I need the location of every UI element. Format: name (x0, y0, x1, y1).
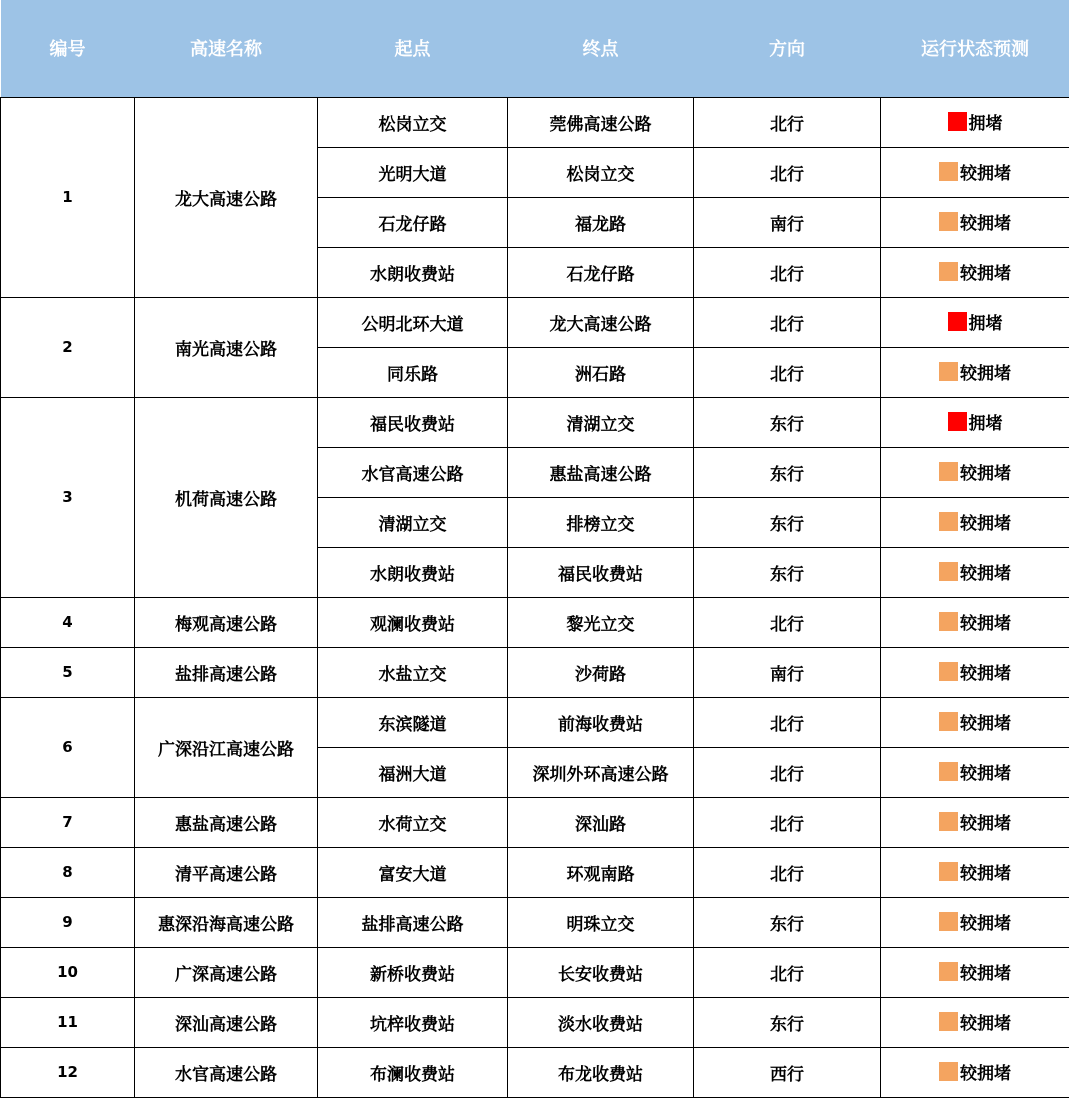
status-square-icon (939, 462, 958, 481)
status-square-icon (939, 612, 958, 631)
row-id: 10 (1, 947, 135, 997)
end-point: 排榜立交 (508, 497, 694, 547)
status-text: 较拥堵 (960, 713, 1011, 734)
status-cell (881, 597, 1069, 647)
row-id: 8 (1, 847, 135, 897)
status-cell (881, 347, 1069, 397)
row-id: 9 (1, 897, 135, 947)
header-highway-name: 高速名称 (135, 0, 318, 97)
status-indicator (939, 709, 1011, 734)
status-square-icon (939, 512, 958, 531)
end-point: 布龙收费站 (508, 1047, 694, 1097)
end-point: 龙大高速公路 (508, 297, 694, 347)
direction: 东行 (694, 397, 881, 447)
status-text: 较拥堵 (960, 613, 1011, 634)
status-indicator (939, 759, 1011, 784)
status-text: 拥堵 (968, 113, 1003, 134)
table-row (1, 947, 1069, 997)
status-text: 较拥堵 (960, 513, 1011, 534)
status-indicator (939, 159, 1011, 184)
status-text: 较拥堵 (960, 913, 1011, 934)
status-square-icon (939, 212, 958, 231)
start-point: 东滨隧道 (318, 697, 508, 747)
row-id: 6 (1, 697, 135, 797)
end-point: 环观南路 (508, 847, 694, 897)
status-square-icon (939, 862, 958, 881)
status-indicator (939, 1009, 1011, 1034)
status-text: 较拥堵 (960, 363, 1011, 384)
header-id: 编号 (1, 0, 135, 97)
status-indicator (948, 409, 1003, 434)
status-cell (881, 697, 1069, 747)
direction: 东行 (694, 547, 881, 597)
start-point: 观澜收费站 (318, 597, 508, 647)
status-text: 较拥堵 (960, 163, 1011, 184)
table-row (1, 897, 1069, 947)
status-cell (881, 797, 1069, 847)
status-cell (881, 97, 1069, 147)
highway-name: 龙大高速公路 (135, 97, 318, 297)
status-cell (881, 647, 1069, 697)
status-indicator (939, 809, 1011, 834)
table-row (1, 797, 1069, 847)
status-indicator (948, 309, 1003, 334)
status-cell (881, 947, 1069, 997)
row-id: 1 (1, 97, 135, 297)
status-text: 较拥堵 (960, 663, 1011, 684)
highway-name: 梅观高速公路 (135, 597, 318, 647)
status-square-icon (939, 1012, 958, 1031)
start-point: 坑梓收费站 (318, 997, 508, 1047)
start-point: 布澜收费站 (318, 1047, 508, 1097)
table-row (1, 97, 1069, 147)
status-cell (881, 297, 1069, 347)
status-indicator (939, 609, 1011, 634)
status-indicator (939, 359, 1011, 384)
end-point: 黎光立交 (508, 597, 694, 647)
status-cell (881, 447, 1069, 497)
end-point: 石龙仔路 (508, 247, 694, 297)
table-row (1, 1047, 1069, 1097)
header-row (1, 0, 1069, 97)
direction: 南行 (694, 647, 881, 697)
status-square-icon (948, 412, 967, 431)
status-square-icon (939, 762, 958, 781)
highway-name: 清平高速公路 (135, 847, 318, 897)
status-square-icon (939, 662, 958, 681)
status-indicator (939, 259, 1011, 284)
direction: 北行 (694, 947, 881, 997)
header-direction: 方向 (694, 0, 881, 97)
start-point: 水朗收费站 (318, 547, 508, 597)
start-point: 盐排高速公路 (318, 897, 508, 947)
table-row (1, 297, 1069, 347)
header-status-forecast: 运行状态预测 (881, 0, 1069, 97)
status-text: 较拥堵 (960, 263, 1011, 284)
status-indicator (939, 909, 1011, 934)
table-row (1, 597, 1069, 647)
start-point: 公明北环大道 (318, 297, 508, 347)
end-point: 沙荷路 (508, 647, 694, 697)
end-point: 明珠立交 (508, 897, 694, 947)
status-text: 较拥堵 (960, 1013, 1011, 1034)
end-point: 前海收费站 (508, 697, 694, 747)
status-text: 较拥堵 (960, 863, 1011, 884)
start-point: 石龙仔路 (318, 197, 508, 247)
status-indicator (939, 859, 1011, 884)
end-point: 惠盐高速公路 (508, 447, 694, 497)
status-square-icon (939, 162, 958, 181)
row-id: 11 (1, 997, 135, 1047)
status-square-icon (939, 262, 958, 281)
start-point: 清湖立交 (318, 497, 508, 547)
direction: 北行 (694, 347, 881, 397)
highway-name: 广深沿江高速公路 (135, 697, 318, 797)
status-square-icon (939, 962, 958, 981)
status-text: 拥堵 (968, 313, 1003, 334)
row-id: 2 (1, 297, 135, 397)
status-text: 较拥堵 (960, 213, 1011, 234)
direction: 西行 (694, 1047, 881, 1097)
status-cell (881, 997, 1069, 1047)
highway-name: 水官高速公路 (135, 1047, 318, 1097)
end-point: 深汕路 (508, 797, 694, 847)
row-id: 5 (1, 647, 135, 697)
end-point: 福民收费站 (508, 547, 694, 597)
status-indicator (948, 109, 1003, 134)
status-square-icon (939, 912, 958, 931)
status-indicator (939, 959, 1011, 984)
table-row (1, 997, 1069, 1047)
end-point: 长安收费站 (508, 947, 694, 997)
status-indicator (939, 209, 1011, 234)
start-point: 水盐立交 (318, 647, 508, 697)
start-point: 富安大道 (318, 847, 508, 897)
status-square-icon (939, 362, 958, 381)
status-cell (881, 897, 1069, 947)
direction: 东行 (694, 897, 881, 947)
direction: 北行 (694, 97, 881, 147)
direction: 北行 (694, 797, 881, 847)
status-indicator (939, 559, 1011, 584)
highway-name: 深汕高速公路 (135, 997, 318, 1047)
status-square-icon (939, 562, 958, 581)
status-cell (881, 147, 1069, 197)
row-id: 3 (1, 397, 135, 597)
status-square-icon (948, 112, 967, 131)
highway-name: 盐排高速公路 (135, 647, 318, 697)
end-point: 福龙路 (508, 197, 694, 247)
direction: 北行 (694, 147, 881, 197)
status-cell (881, 1047, 1069, 1097)
status-square-icon (939, 812, 958, 831)
header-end: 终点 (508, 0, 694, 97)
status-cell (881, 747, 1069, 797)
status-text: 较拥堵 (960, 813, 1011, 834)
end-point: 松岗立交 (508, 147, 694, 197)
table-body (1, 97, 1069, 1097)
status-indicator (939, 1059, 1011, 1084)
start-point: 水官高速公路 (318, 447, 508, 497)
table-row (1, 397, 1069, 447)
status-cell (881, 547, 1069, 597)
end-point: 清湖立交 (508, 397, 694, 447)
status-square-icon (939, 712, 958, 731)
table-row (1, 647, 1069, 697)
status-cell (881, 497, 1069, 547)
start-point: 新桥收费站 (318, 947, 508, 997)
direction: 北行 (694, 747, 881, 797)
end-point: 淡水收费站 (508, 997, 694, 1047)
direction: 北行 (694, 247, 881, 297)
status-cell (881, 397, 1069, 447)
direction: 南行 (694, 197, 881, 247)
status-text: 较拥堵 (960, 963, 1011, 984)
status-indicator (939, 659, 1011, 684)
status-text: 较拥堵 (960, 463, 1011, 484)
status-text: 较拥堵 (960, 563, 1011, 584)
status-indicator (939, 509, 1011, 534)
highway-name: 惠深沿海高速公路 (135, 897, 318, 947)
direction: 北行 (694, 847, 881, 897)
row-id: 4 (1, 597, 135, 647)
highway-name: 机荷高速公路 (135, 397, 318, 597)
status-square-icon (939, 1062, 958, 1081)
header-start: 起点 (318, 0, 508, 97)
status-text: 较拥堵 (960, 763, 1011, 784)
start-point: 福洲大道 (318, 747, 508, 797)
status-text: 较拥堵 (960, 1063, 1011, 1084)
status-cell (881, 197, 1069, 247)
start-point: 水朗收费站 (318, 247, 508, 297)
highway-name: 广深高速公路 (135, 947, 318, 997)
status-indicator (939, 459, 1011, 484)
status-text: 拥堵 (968, 413, 1003, 434)
status-square-icon (948, 312, 967, 331)
end-point: 莞佛高速公路 (508, 97, 694, 147)
direction: 北行 (694, 597, 881, 647)
highway-name: 南光高速公路 (135, 297, 318, 397)
start-point: 水荷立交 (318, 797, 508, 847)
start-point: 光明大道 (318, 147, 508, 197)
table-row (1, 697, 1069, 747)
direction: 北行 (694, 297, 881, 347)
direction: 东行 (694, 997, 881, 1047)
direction: 东行 (694, 497, 881, 547)
direction: 东行 (694, 447, 881, 497)
table-row (1, 847, 1069, 897)
status-cell (881, 247, 1069, 297)
start-point: 福民收费站 (318, 397, 508, 447)
start-point: 同乐路 (318, 347, 508, 397)
highway-name: 惠盐高速公路 (135, 797, 318, 847)
status-cell (881, 847, 1069, 897)
end-point: 洲石路 (508, 347, 694, 397)
end-point: 深圳外环高速公路 (508, 747, 694, 797)
row-id: 7 (1, 797, 135, 847)
row-id: 12 (1, 1047, 135, 1097)
start-point: 松岗立交 (318, 97, 508, 147)
direction: 北行 (694, 697, 881, 747)
